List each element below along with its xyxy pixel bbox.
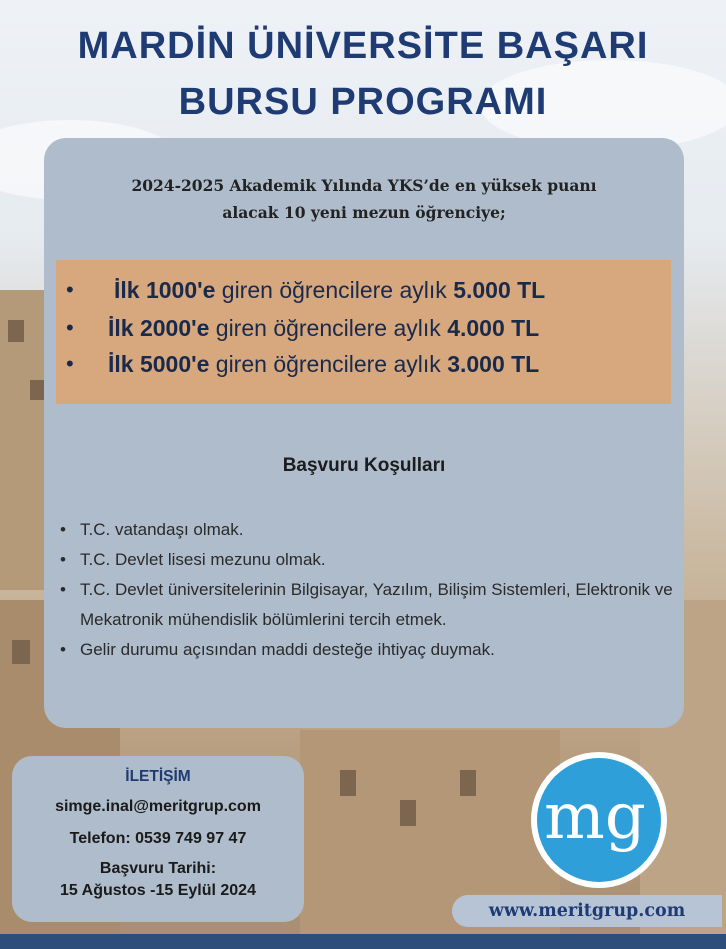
footer-bar — [0, 934, 726, 949]
bullet-icon: • — [66, 277, 74, 302]
award-amount: 5.000 TL — [453, 277, 546, 303]
award-text: giren öğrencilere aylık — [209, 351, 448, 377]
award-item — [56, 270, 671, 310]
bullet-icon: • — [60, 640, 66, 659]
award-rank: İlk 5000'e — [108, 351, 210, 377]
website-link[interactable]: www.meritgrup.com — [452, 895, 722, 927]
bullet-icon: • — [66, 315, 74, 340]
requirement-item: • T.C. Devlet üniversitelerinin Bilgisayar, Yazılım, Bilişim Sistemleri, Elektronik ve Mekatronik mühendislik bölümlerini tercih etmek. — [60, 575, 680, 635]
award-amount: 4.000 TL — [447, 315, 540, 341]
title-line-2: BURSU PROGRAMI — [178, 81, 548, 123]
merit-logo — [531, 752, 667, 888]
application-date-label: Başvuru Tarihi: — [99, 860, 217, 877]
award-item — [56, 308, 671, 348]
intro-line-1: 2024-2025 Akademik Yılında YKS’de en yüksek puanı — [131, 176, 597, 195]
logo-text: mg — [544, 780, 646, 854]
requirements-heading: Başvuru Koşulları — [282, 455, 446, 476]
requirement-item: • Gelir durumu açısından maddi desteğe ihtiyaç duymak. — [60, 635, 680, 665]
contact-email[interactable]: simge.inal@meritgrup.com — [55, 798, 261, 815]
page-title — [0, 18, 726, 130]
intro-text — [44, 172, 684, 226]
award-item — [56, 344, 671, 384]
requirements-list — [60, 515, 680, 665]
requirement-item: • T.C. Devlet lisesi mezunu olmak. — [60, 545, 680, 575]
bullet-icon: • — [60, 520, 66, 539]
award-rank: İlk 2000'e — [108, 315, 210, 341]
award-text: giren öğrencilere aylık — [209, 315, 448, 341]
intro-line-2: alacak 10 yeni mezun öğrenciye; — [222, 203, 506, 222]
award-text: giren öğrencilere aylık — [215, 277, 454, 303]
contact-heading: İLETİŞİM — [125, 768, 191, 785]
award-rank: İlk 1000'e — [114, 277, 216, 303]
requirement-item: • T.C. vatandaşı olmak. — [60, 515, 680, 545]
contact-phone[interactable]: Telefon: 0539 749 97 47 — [69, 830, 247, 847]
title-line-1: MARDİN ÜNİVERSİTE BAŞARI — [77, 25, 649, 67]
bullet-icon: • — [60, 550, 66, 569]
bullet-icon: • — [60, 580, 66, 599]
award-amount: 3.000 TL — [447, 351, 540, 377]
contact-box — [12, 756, 304, 922]
application-date-value: 15 Ağustos -15 Eylül 2024 — [60, 882, 256, 899]
bullet-icon: • — [66, 351, 74, 376]
award-band — [56, 260, 671, 404]
